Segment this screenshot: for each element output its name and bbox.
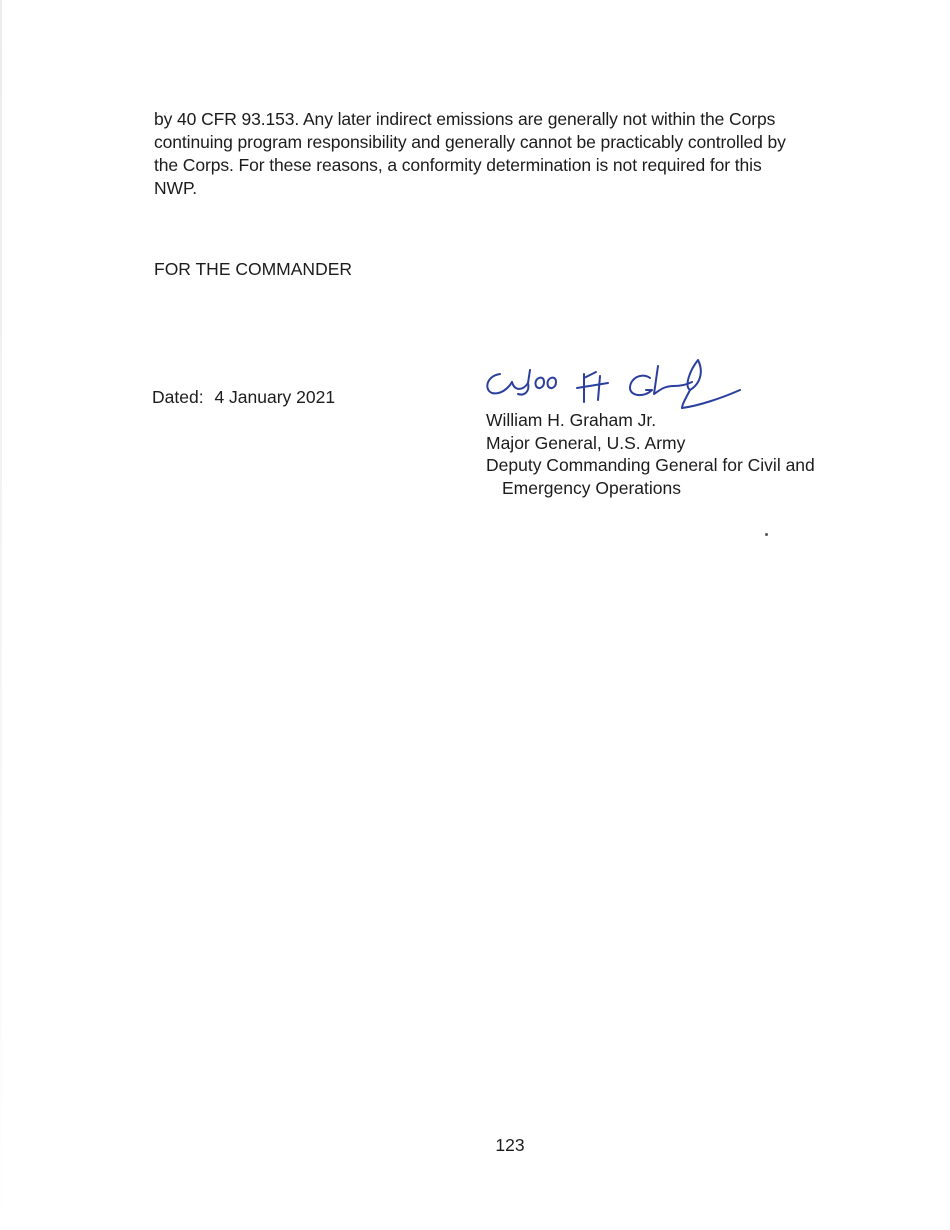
signature-block <box>486 409 815 499</box>
signer-title-continued: Emergency Operations <box>502 477 681 498</box>
paragraph-line: by 40 CFR 93.153. Any later indirect emissions are generally not within the Corps <box>154 109 776 129</box>
scan-speck <box>765 533 768 536</box>
signer-name: William H. Graham Jr. <box>486 410 657 430</box>
scan-edge <box>0 0 2 1230</box>
paragraph-line: continuing program responsibility and generally cannot be practicably controlled by <box>154 132 786 152</box>
paragraph-line: NWP. <box>154 178 198 198</box>
body-paragraph <box>154 108 854 200</box>
closing-line: FOR THE COMMANDER <box>154 259 353 279</box>
page-number: 123 <box>495 1135 525 1155</box>
signer-title: Deputy Commanding General for Civil and <box>486 455 815 475</box>
dated-label: Dated: <box>152 387 204 407</box>
dated-row <box>152 386 335 409</box>
paragraph-line: the Corps. For these reasons, a conformity determination is not required for this <box>154 155 762 175</box>
signer-rank: Major General, U.S. Army <box>486 432 686 453</box>
dated-value: 4 January 2021 <box>214 387 336 407</box>
